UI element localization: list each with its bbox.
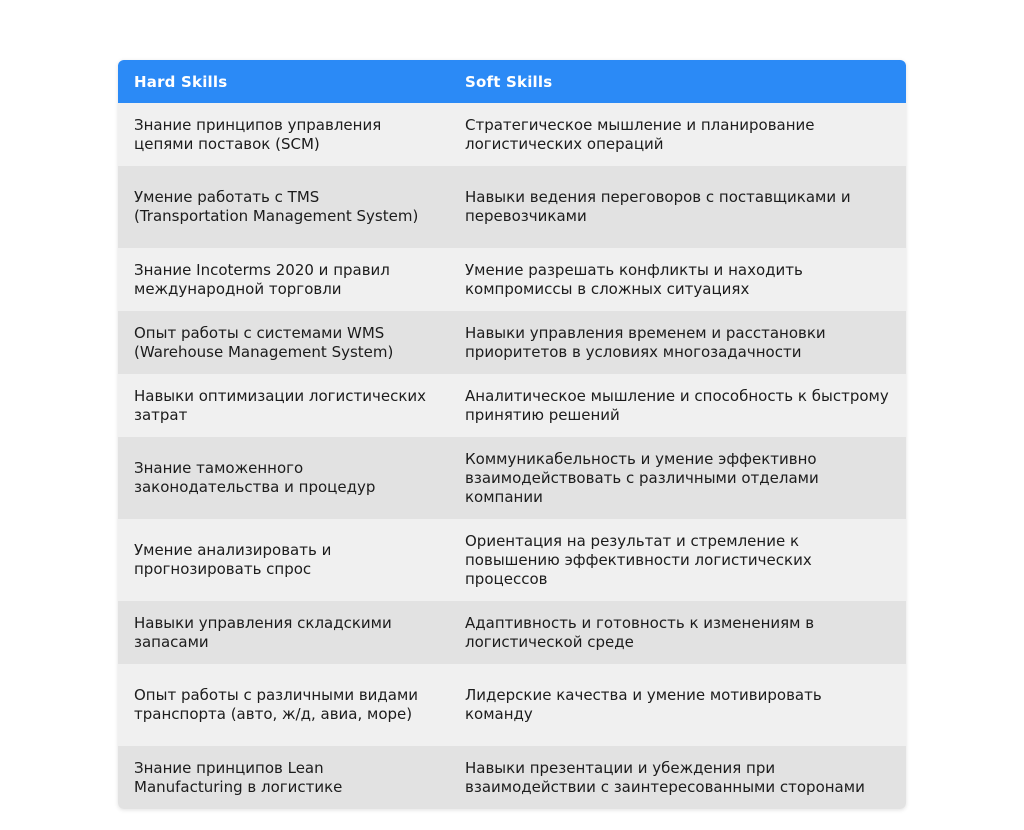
- soft-skill-cell: Лидерские качества и умение мотивировать команду: [465, 686, 822, 723]
- table-row: [118, 664, 906, 746]
- hard-skill-cell: Знание таможенного законодательства и процедур: [134, 459, 376, 496]
- skills-table: [118, 60, 906, 809]
- soft-skill-cell: Навыки управления временем и расстановки приоритетов в условиях многозадачности: [465, 323, 826, 361]
- header-soft-skills: Soft Skills: [465, 72, 553, 91]
- hard-skill-cell: Знание принципов Lean Manufacturing в логистике: [134, 758, 343, 796]
- table-row: [118, 437, 906, 519]
- soft-skill-cell: Навыки ведения переговоров с поставщиками и перевозчиками: [465, 188, 851, 225]
- hard-skill-cell: Знание принципов управления цепями поставок (SCM): [134, 115, 382, 153]
- soft-skill-cell: Аналитическое мышление и способность к быстрому принятию решений: [465, 386, 889, 424]
- table-row: [118, 374, 906, 437]
- hard-skill-cell: Знание Incoterms 2020 и правил международной торговли: [134, 260, 390, 298]
- table-row: [118, 519, 906, 601]
- table-row: [118, 311, 906, 374]
- skills-table-container: [118, 60, 906, 809]
- table-row: [118, 103, 906, 166]
- table-header-row: [118, 60, 906, 103]
- table-row: [118, 166, 906, 248]
- table-row: [118, 746, 906, 809]
- header-hard-skills: Hard Skills: [134, 72, 228, 91]
- table-row: [118, 601, 906, 664]
- hard-skill-cell: Опыт работы с различными видами транспорта (авто, ж/д, авиа, море): [134, 686, 419, 723]
- soft-skill-cell: Адаптивность и готовность к изменениям в логистической среде: [465, 613, 815, 651]
- soft-skill-cell: Навыки презентации и убеждения при взаимодействии с заинтересованными сторонами: [465, 758, 865, 796]
- table-row: [118, 248, 906, 311]
- soft-skill-cell: Умение разрешать конфликты и находить компромиссы в сложных ситуациях: [465, 260, 803, 298]
- soft-skill-cell: Стратегическое мышление и планирование логистических операций: [465, 115, 815, 153]
- hard-skill-cell: Умение анализировать и прогнозировать спрос: [134, 541, 332, 578]
- hard-skill-cell: Умение работать с TMS (Transportation Management System): [134, 188, 419, 225]
- soft-skill-cell: Коммуникабельность и умение эффективно взаимодействовать с различными отделами компании: [465, 449, 819, 506]
- hard-skill-cell: Навыки оптимизации логистических затрат: [134, 386, 427, 424]
- hard-skill-cell: Навыки управления складскими запасами: [134, 613, 392, 651]
- hard-skill-cell: Опыт работы с системами WMS (Warehouse Management System): [134, 323, 394, 361]
- soft-skill-cell: Ориентация на результат и стремление к повышению эффективности логистических процессов: [465, 531, 812, 588]
